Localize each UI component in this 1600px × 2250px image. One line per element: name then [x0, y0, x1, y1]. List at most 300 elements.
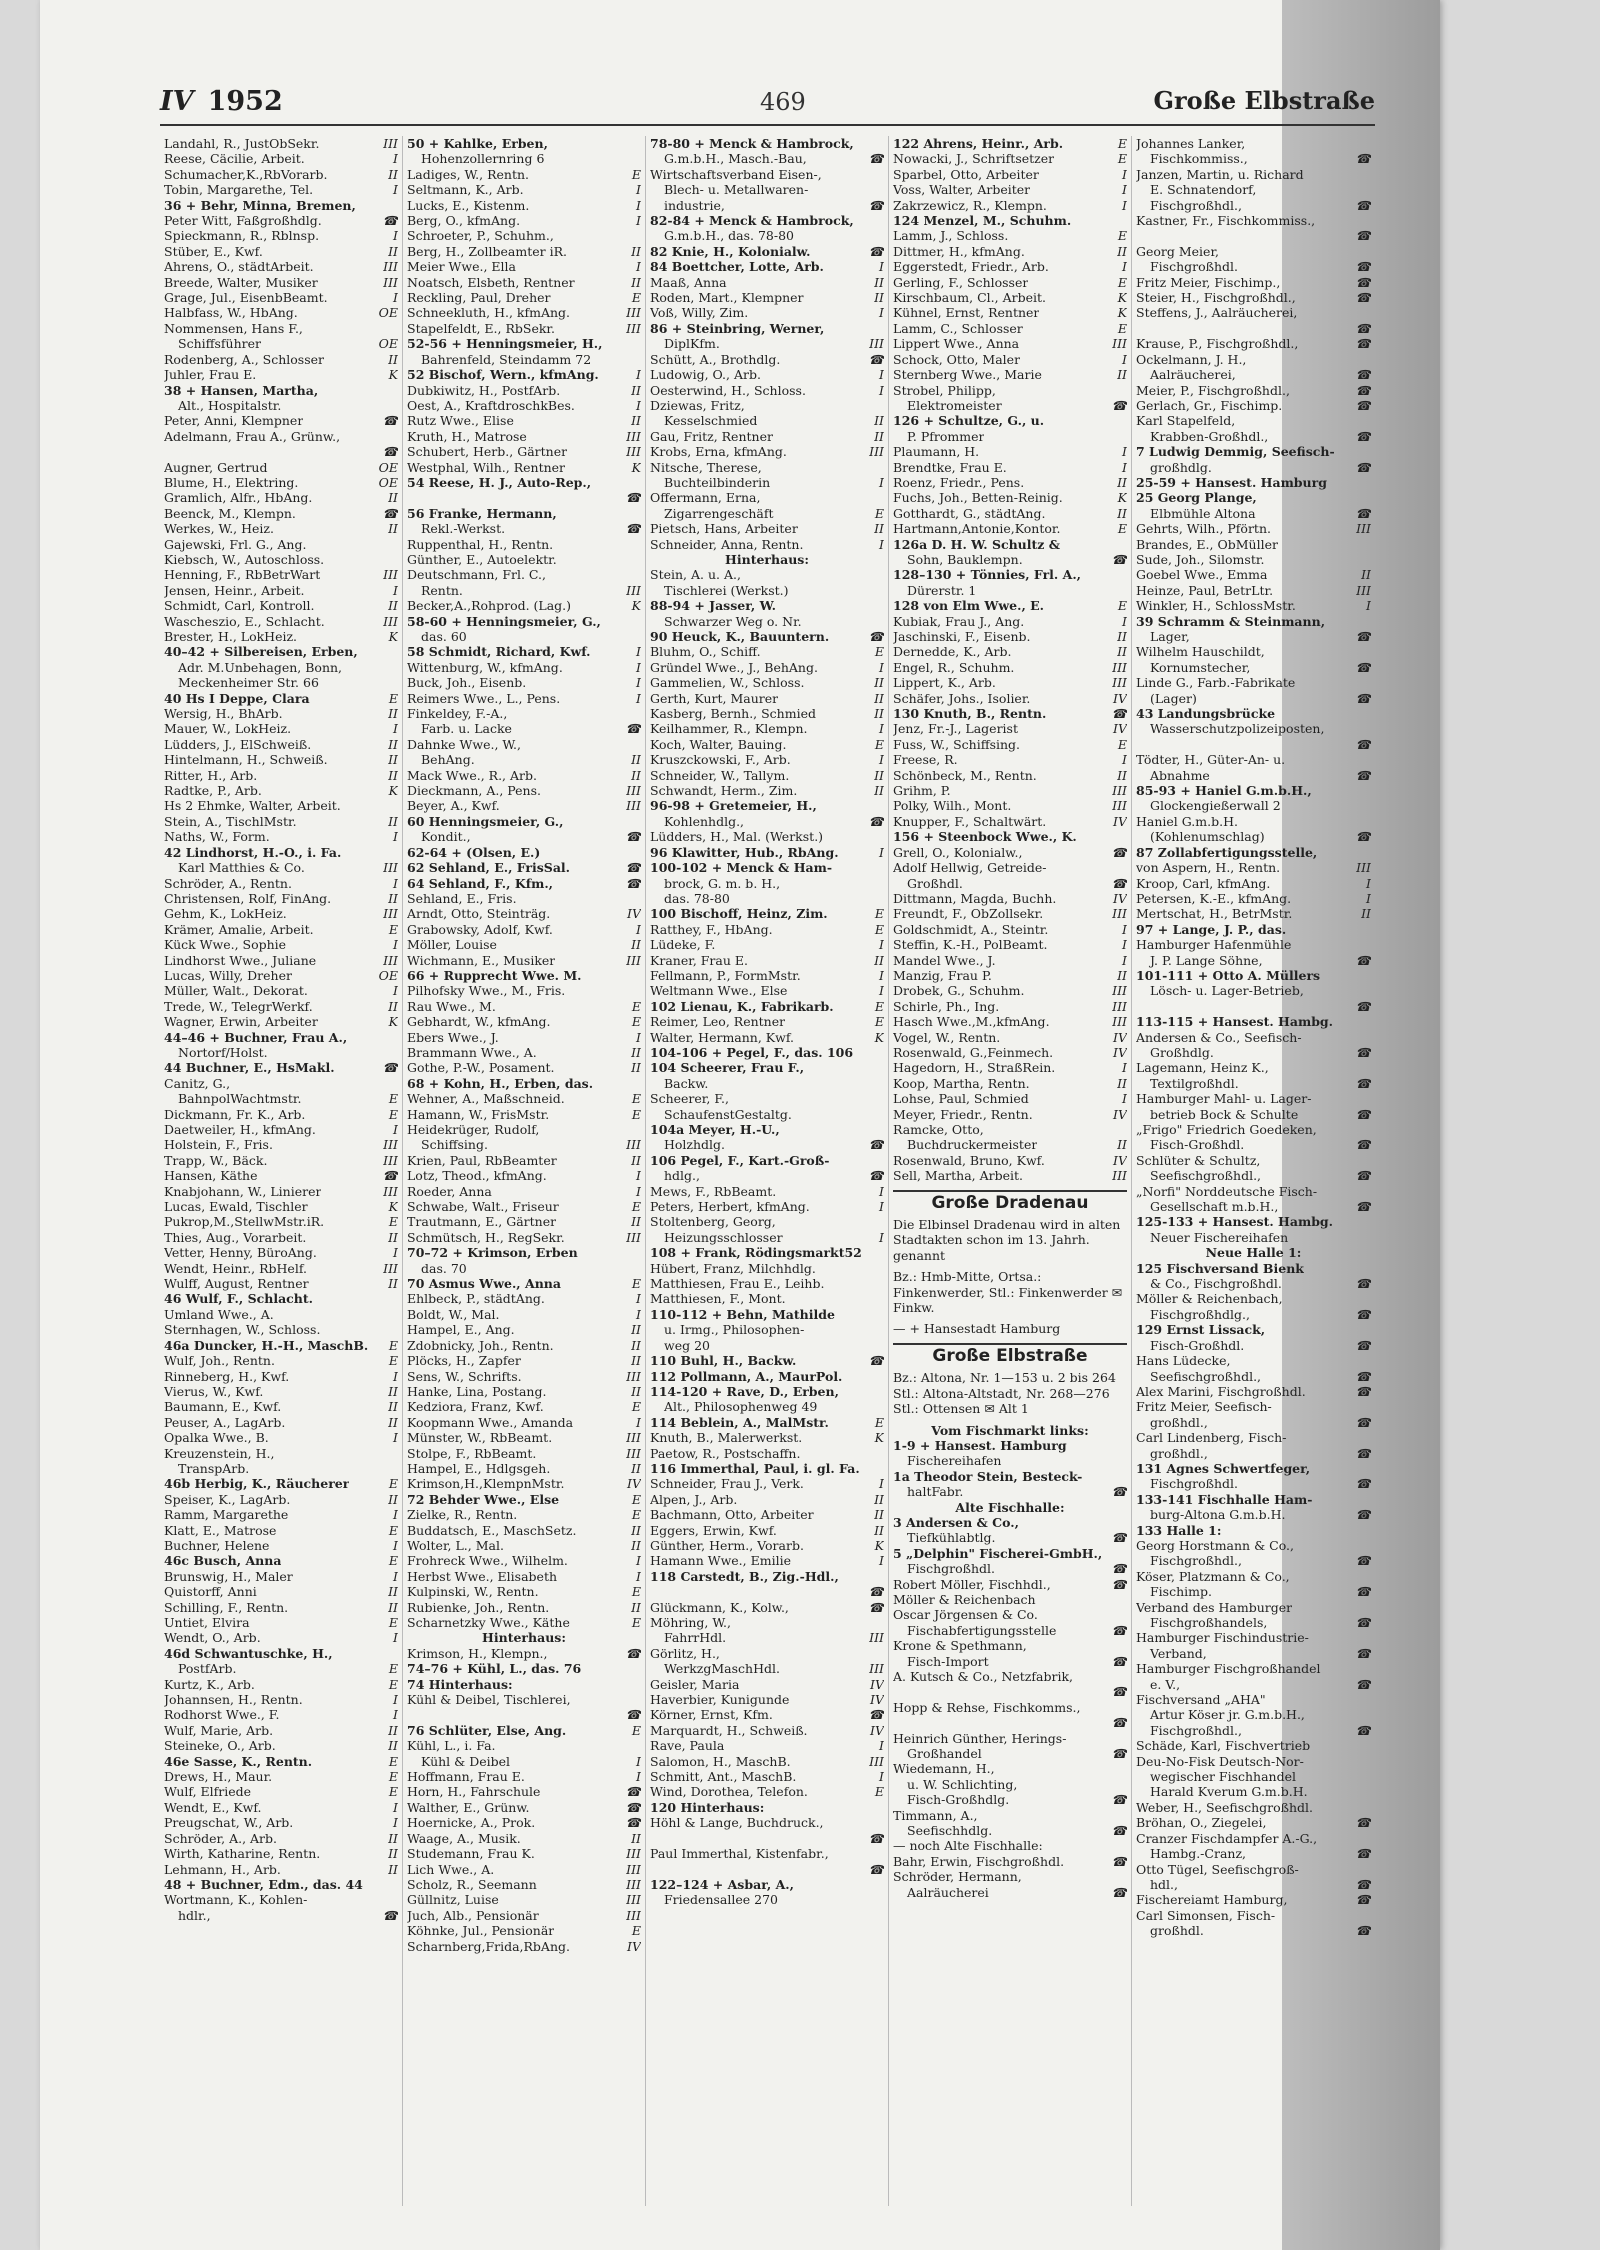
floor-marker: I [393, 290, 398, 306]
telephone-icon: ☎ [1355, 1368, 1371, 1384]
directory-entry [1136, 567, 1371, 582]
directory-entry [893, 537, 1127, 552]
header-rule [160, 124, 1375, 126]
entry-text: Winkler, H., SchlossMstr. [1136, 598, 1296, 614]
entry-text: Linde G., Farb.-Fabrikate [1136, 675, 1296, 691]
entry-text: 64 Sehland, F., Kfm., [407, 875, 554, 891]
floor-marker: I [1122, 1091, 1127, 1107]
floor-marker: III [626, 305, 641, 321]
directory-entry [164, 999, 398, 1014]
entry-text: Krause, P., Fischgroßhdl., [1136, 336, 1299, 352]
directory-entry [650, 1322, 884, 1337]
entry-text: 58 Schmidt, Richard, Kwf. [407, 644, 591, 660]
directory-entry [407, 1091, 641, 1106]
directory-entry [407, 1507, 641, 1522]
directory-entry [650, 644, 884, 659]
floor-marker: III [626, 428, 641, 444]
directory-entry [164, 1230, 398, 1245]
entry-text: Cranzer Fischdampfer A.-G., [1136, 1830, 1318, 1846]
entry-text: Strobel, Philipp, [893, 382, 996, 398]
floor-marker: III [1112, 1014, 1127, 1030]
directory-entry [650, 845, 884, 860]
directory-entry [164, 1707, 398, 1722]
entry-text: 78-80 + Menck & Hambrock, [650, 136, 854, 151]
entry-text: Wasserschutzpolizeiposten, [1150, 721, 1325, 737]
directory-entry [1136, 845, 1371, 860]
directory-entry [1136, 783, 1371, 798]
directory-entry [164, 1245, 398, 1260]
floor-marker: E [388, 1476, 398, 1492]
floor-marker: E [874, 644, 884, 660]
entry-text: Kornumstecher, [1150, 659, 1251, 675]
directory-entry [650, 675, 884, 690]
directory-entry [1136, 999, 1371, 1014]
directory-entry [1136, 1214, 1371, 1229]
entry-text: 116 Immerthal, Paul, i. gl. Fa. [650, 1460, 860, 1476]
directory-entry [164, 413, 398, 428]
entry-text: Pukrop,M.,StellwMstr.iR. [164, 1214, 325, 1230]
floor-marker: E [388, 690, 398, 706]
directory-entry [893, 182, 1127, 197]
entry-text: 108 + Frank, Rödingsmarkt52 [650, 1245, 862, 1261]
floor-marker: I [879, 1229, 884, 1245]
entry-text: Meyer, Friedr., Rentn. [893, 1106, 1033, 1122]
directory-entry [407, 660, 641, 675]
entry-text: Hübert, Franz, Milchhdlg. [650, 1260, 816, 1276]
floor-marker: E [388, 1106, 398, 1122]
floor-marker: I [879, 1738, 884, 1754]
entry-text: Janzen, Martin, u. Richard [1136, 166, 1304, 182]
entry-text: Möller, Louise [407, 937, 497, 953]
directory-entry [407, 845, 641, 860]
entry-text: Koopmann Wwe., Amanda [407, 1414, 574, 1430]
entry-text: TranspArb. [178, 1460, 250, 1476]
entry-text: Karl Matthies & Co. [178, 860, 305, 876]
directory-entry [164, 1862, 398, 1877]
entry-text: 52-56 + Henningsmeier, H., [407, 336, 603, 352]
entry-text: Walter, Hermann, Kwf. [650, 1029, 795, 1045]
entry-text: Rekl.-Werkst. [421, 521, 506, 537]
directory-entry [650, 814, 884, 829]
entry-text: — noch Alte Fischhalle: [893, 1838, 1043, 1854]
directory-entry [407, 1122, 641, 1137]
directory-entry [893, 444, 1127, 459]
directory-entry [407, 829, 641, 844]
entry-text: Nortorf/Holst. [178, 1044, 268, 1060]
directory-entry [407, 1815, 641, 1830]
directory-entry [407, 1153, 641, 1168]
directory-entry [1136, 367, 1371, 382]
floor-marker: E [874, 921, 884, 937]
directory-entry [650, 629, 884, 644]
entry-text: Lamm, C., Schlosser [893, 320, 1023, 336]
directory-entry [893, 213, 1127, 228]
dradenau-district [893, 1269, 1127, 1315]
entry-text: Oscar Jörgensen & Co. [893, 1607, 1038, 1623]
telephone-icon: ☎ [1355, 320, 1371, 336]
entry-text: 82-84 + Menck & Hambrock, [650, 213, 854, 229]
directory-entry [1136, 1892, 1371, 1907]
floor-marker: II [388, 243, 398, 259]
entry-text: 122 Ahrens, Heinr., Arb. [893, 136, 1064, 151]
entry-text: Steier, H., Fischgroßhdl., [1136, 290, 1296, 306]
floor-marker: E [631, 1106, 641, 1122]
telephone-icon: ☎ [1355, 397, 1371, 413]
entry-text: Artur Köser jr. G.m.b.H., [1150, 1707, 1305, 1723]
directory-entry [1136, 275, 1371, 290]
entry-text: Brunswig, H., Maler [164, 1568, 293, 1584]
entry-text: Herbst Wwe., Elisabeth [407, 1568, 558, 1584]
floor-marker: K [1117, 490, 1127, 506]
entry-text: 130 Knuth, B., Rentn. [893, 706, 1047, 722]
floor-marker: III [626, 952, 641, 968]
floor-marker: I [1122, 444, 1127, 460]
entry-text: Bluhm, O., Schiff. [650, 644, 761, 660]
entry-text: Carl Simonsen, Fisch- [1136, 1907, 1276, 1923]
entry-text: Hampel, E., Ang. [407, 1322, 515, 1338]
entry-text: Fellmann, P., FormMstr. [650, 967, 801, 983]
entry-text: 46b Herbig, K., Räucherer [164, 1476, 350, 1492]
directory-entry [893, 1577, 1127, 1592]
entry-text: Wulf, Joh., Rentn. [164, 1353, 275, 1369]
directory-entry [650, 537, 884, 552]
entry-text: Lagemann, Heinz K., [1136, 1060, 1269, 1076]
directory-entry [650, 336, 884, 351]
entry-text: Knabjohann, W., Linierer [164, 1183, 322, 1199]
entry-text: Wiedemann, H., [893, 1761, 995, 1777]
telephone-icon: ☎ [1355, 1722, 1371, 1738]
entry-text: Daetweiler, H., kfmAng. [164, 1122, 316, 1137]
entry-text: Ahrens, O., städtArbeit. [164, 259, 314, 275]
floor-marker: II [874, 290, 884, 306]
directory-entry [407, 1707, 641, 1722]
floor-marker: II [1117, 243, 1127, 259]
directory-entry [407, 1877, 641, 1892]
floor-marker: E [874, 1784, 884, 1800]
entry-text: Buchdruckermeister [907, 1137, 1038, 1153]
directory-entry [164, 1892, 398, 1907]
directory-entry [893, 1654, 1127, 1669]
entry-text: Matthiesen, Frau E., Leihb. [650, 1276, 825, 1292]
directory-entry [650, 1184, 884, 1199]
telephone-icon: ☎ [1111, 397, 1127, 413]
floor-marker: I [393, 151, 398, 167]
directory-entry [650, 1230, 884, 1245]
telephone-icon: ☎ [382, 413, 398, 429]
directory-entry [407, 383, 641, 398]
entry-text: Zielke, R., Rentn. [407, 1507, 518, 1523]
entry-text: Koop, Martha, Rentn. [893, 1075, 1030, 1091]
telephone-icon: ☎ [1111, 1715, 1127, 1731]
floor-marker: II [388, 736, 398, 752]
floor-marker: I [393, 182, 398, 198]
directory-entry [1136, 1384, 1371, 1399]
entry-text: Seefischgroßhdl., [1150, 1168, 1262, 1184]
floor-marker: II [388, 1861, 398, 1877]
entry-text: 36 + Behr, Minna, Bremen, [164, 197, 356, 213]
floor-marker: II [874, 428, 884, 444]
directory-entry [893, 860, 1127, 875]
directory-entry [164, 213, 398, 228]
entry-text: 125 Fischversand Bienk [1136, 1260, 1304, 1276]
telephone-icon: ☎ [1355, 1276, 1371, 1292]
directory-entry [407, 521, 641, 536]
entry-text: G.m.b.H., Masch.-Bau, [664, 151, 807, 167]
directory-entry [1136, 1569, 1371, 1584]
floor-marker: II [631, 382, 641, 398]
entry-text: Wichmann, E., Musiker [407, 952, 556, 968]
directory-entry [1136, 768, 1371, 783]
directory-entry [164, 1291, 398, 1306]
directory-entry [164, 1307, 398, 1322]
directory-entry [893, 891, 1127, 906]
directory-entry [164, 1184, 398, 1199]
directory-entry [650, 352, 884, 367]
entry-text: Aalräucherei, [1150, 367, 1236, 383]
entry-text: Sehland, E., Fris. [407, 890, 517, 906]
directory-entry [650, 136, 884, 151]
entry-text: Gehrts, Wilh., Pförtn. [1136, 521, 1271, 537]
telephone-icon: ☎ [1355, 690, 1371, 706]
directory-entry [650, 1060, 884, 1075]
floor-marker: II [1117, 767, 1127, 783]
directory-entry [1136, 1553, 1371, 1568]
floor-marker: E [874, 998, 884, 1014]
floor-marker: I [1366, 875, 1371, 891]
directory-entry [650, 1199, 884, 1214]
entry-text: 113-115 + Hansest. Hambg. [1136, 1014, 1334, 1030]
dradenau-description: Die Elbinsel Dradenau wird in alten Stadtakten schon im 13. Jahrh. genannt [893, 1217, 1121, 1263]
entry-text: Ehlbeck, P., städtAng. [407, 1291, 545, 1307]
floor-marker: I [636, 213, 641, 229]
entry-text: Fischgroßhdlg., [1150, 1306, 1250, 1322]
directory-entry [893, 1438, 1127, 1453]
entry-text: 156 + Steenbock Wwe., K. [893, 829, 1077, 845]
entry-text: Fischgroßhdl., [1150, 1722, 1242, 1738]
entry-text: Verband des Hamburger [1136, 1599, 1293, 1615]
floor-marker: III [626, 582, 641, 598]
telephone-icon: ☎ [1111, 1561, 1127, 1577]
directory-entry [893, 151, 1127, 166]
entry-text: BahnpolWachtmstr. [178, 1091, 302, 1107]
entry-text: Haniel G.m.b.H. [1136, 813, 1238, 829]
directory-entry [164, 1369, 398, 1384]
entry-text: Schütt, A., Brothdlg. [650, 351, 781, 367]
floor-marker: I [636, 1553, 641, 1569]
directory-entry [164, 1060, 398, 1075]
floor-marker: II [631, 1383, 641, 1399]
entry-text: Hampel, E., Hdlgsgeh. [407, 1460, 551, 1476]
entry-text: Drews, H., Maur. [164, 1769, 273, 1785]
directory-entry [650, 1369, 884, 1384]
directory-entry [893, 614, 1127, 629]
directory-entry [650, 1076, 884, 1091]
entry-text: Marquardt, H., Schweiß. [650, 1722, 808, 1738]
directory-entry [650, 1784, 884, 1799]
directory-entry [1136, 521, 1371, 536]
entry-text: e. V., [1150, 1676, 1181, 1692]
floor-marker: III [383, 274, 398, 290]
directory-entry [164, 1646, 398, 1661]
entry-text: Karl Stapelfeld, [1136, 413, 1236, 429]
directory-entry [650, 305, 884, 320]
entry-text: großhdlg. [1150, 459, 1212, 475]
entry-text: Fuss, W., Schiffsing. [893, 736, 1021, 752]
entry-text: Schiffsing. [421, 1137, 488, 1153]
entry-text: 72 Behder Wwe., Else [407, 1491, 560, 1507]
telephone-icon: ☎ [1355, 1846, 1371, 1862]
telephone-icon: ☎ [382, 213, 398, 229]
entry-text: Voss, Walter, Arbeiter [893, 182, 1031, 198]
entry-text: Steineke, O., Arb. [164, 1738, 276, 1754]
entry-text: hdlg., [664, 1168, 700, 1184]
directory-entry [650, 1846, 884, 1861]
floor-marker: III [1112, 336, 1127, 352]
entry-text: Radtke, P., Arb. [164, 783, 262, 799]
directory-entry [164, 1399, 398, 1414]
directory-entry [164, 352, 398, 367]
floor-marker: II [874, 767, 884, 783]
entry-text: Westphal, Wilh., Rentner [407, 459, 566, 475]
directory-entry [650, 983, 884, 998]
directory-entry [893, 1700, 1127, 1715]
entry-text: Peters, Herbert, kfmAng. [650, 1199, 810, 1215]
directory-entry [407, 367, 641, 382]
directory-entry [893, 1091, 1127, 1106]
floor-marker: II [631, 752, 641, 768]
directory-entry [164, 937, 398, 952]
telephone-icon: ☎ [1355, 382, 1371, 398]
floor-marker: I [393, 1707, 398, 1723]
entry-text: Vierus, W., Kwf. [164, 1383, 264, 1399]
entry-text: Gramlich, Alfr., HbAng. [164, 490, 313, 506]
entry-text: Schwabe, Walt., Friseur [407, 1199, 559, 1215]
directory-entry [893, 367, 1127, 382]
floor-marker: III [869, 1630, 884, 1646]
floor-marker: E [874, 505, 884, 521]
directory-entry [407, 1738, 641, 1753]
floor-marker: I [1122, 182, 1127, 198]
entry-text: Klatt, E., Matrose [164, 1522, 277, 1538]
entry-text: Baumann, E., Kwf. [164, 1399, 282, 1415]
directory-entry [164, 1091, 398, 1106]
entry-text: Textilgroßhdl. [1150, 1075, 1239, 1091]
entry-text: Hansen, Käthe [164, 1168, 258, 1184]
entry-text: 126a D. H. W. Schultz & [893, 536, 1061, 552]
floor-marker: I [1122, 952, 1127, 968]
entry-text: Knupper, F., Schaltwärt. [893, 813, 1047, 829]
entry-text: Wulf, Marie, Arb. [164, 1722, 274, 1738]
entry-text: 96-98 + Gretemeier, H., [650, 798, 817, 814]
directory-entry [650, 706, 884, 721]
entry-text: Waage, A., Musik. [407, 1830, 521, 1846]
floor-marker: E [631, 1276, 641, 1292]
directory-entry [164, 1630, 398, 1645]
entry-text: Farb. u. Lacke [421, 721, 512, 737]
dradenau-bz: Bz.: Hmb-Mitte, Ortsa.: Finkenwerder, Stl.: Finkenwerder [893, 1269, 1108, 1300]
directory-entry [164, 1908, 398, 1923]
floor-marker: K [874, 1029, 884, 1045]
directory-entry [407, 537, 641, 552]
entry-text: Brester, H., LokHeiz. [164, 629, 298, 644]
entry-text: Lucas, Willy, Dreher [164, 967, 292, 983]
entry-text: Hoffmann, Frau E. [407, 1769, 525, 1785]
entry-text: Lucks, E., Kistenm. [407, 197, 530, 213]
directory-entry [407, 953, 641, 968]
floor-marker: II [1117, 367, 1127, 383]
entry-text: Hs 2 Ehmke, Walter, Arbeit. [164, 798, 341, 814]
entry-text: Sternberg Wwe., Marie [893, 367, 1042, 383]
directory-entry [650, 521, 884, 536]
entry-text: 104-106 + Pegel, F., das. 106 [650, 1044, 854, 1060]
directory-entry [1136, 1584, 1371, 1599]
floor-marker: II [388, 1738, 398, 1754]
floor-marker: II [631, 1214, 641, 1230]
entry-text: Großhdlg. [1150, 1044, 1214, 1060]
directory-entry [164, 228, 398, 243]
directory-entry [1136, 490, 1371, 505]
entry-text: Müller, Walt., Dekorat. [164, 983, 308, 999]
entry-text: Buchteilbinderin [664, 474, 771, 490]
telephone-icon: ☎ [625, 875, 641, 891]
floor-marker: III [383, 613, 398, 629]
entry-text: & Co., Fischgroßhdl. [1150, 1276, 1282, 1292]
entry-text: Gajewski, Frl. G., Ang. [164, 536, 307, 552]
directory-entry [650, 1415, 884, 1430]
directory-entry [893, 521, 1127, 536]
directory-entry [407, 167, 641, 182]
entry-text: Großhandel [907, 1746, 982, 1762]
entry-text: Stolpe, F., RbBeamt. [407, 1445, 537, 1461]
telephone-icon: ☎ [868, 1353, 884, 1369]
entry-text: Bröhan, O., Ziegelei, [1136, 1815, 1267, 1831]
floor-marker: I [393, 582, 398, 598]
entry-text: Roenz, Friedr., Pens. [893, 474, 1025, 490]
directory-entry [407, 136, 641, 151]
entry-text: Fisch-Import [907, 1653, 989, 1669]
floor-marker: III [626, 1876, 641, 1892]
directory-entry [164, 1276, 398, 1291]
floor-marker: I [393, 1799, 398, 1815]
directory-entry [407, 398, 641, 413]
directory-entry [164, 1107, 398, 1122]
directory-entry [1136, 906, 1371, 921]
directory-entry [407, 1107, 641, 1122]
entry-text: Alte Fischhalle: [955, 1499, 1065, 1515]
telephone-icon: ☎ [1355, 1507, 1371, 1523]
directory-entry [650, 1137, 884, 1152]
directory-entry [893, 829, 1127, 844]
entry-text: A. Kutsch & Co., Netzfabrik, [893, 1669, 1073, 1684]
directory-entry [407, 1492, 641, 1507]
directory-entry [893, 1761, 1127, 1776]
directory-entry [407, 1338, 641, 1353]
directory-entry [893, 1168, 1127, 1183]
telephone-icon: ☎ [868, 1861, 884, 1877]
floor-marker: I [393, 1537, 398, 1553]
directory-entry [164, 1446, 398, 1461]
directory-entry [407, 1214, 641, 1229]
directory-entry [650, 1291, 884, 1306]
entry-text: Kühl, L., i. Fa. [407, 1738, 496, 1754]
entry-text: Gebhardt, W., kfmAng. [407, 1014, 551, 1030]
entry-text: SchaufenstGestaltg. [664, 1106, 792, 1122]
directory-entry [650, 906, 884, 921]
entry-text: Alt., Philosophenweg 49 [664, 1399, 818, 1415]
directory-entry [1136, 1276, 1371, 1291]
entry-text: Fischgroßhdl. [1150, 1476, 1239, 1492]
directory-entry [407, 552, 641, 567]
